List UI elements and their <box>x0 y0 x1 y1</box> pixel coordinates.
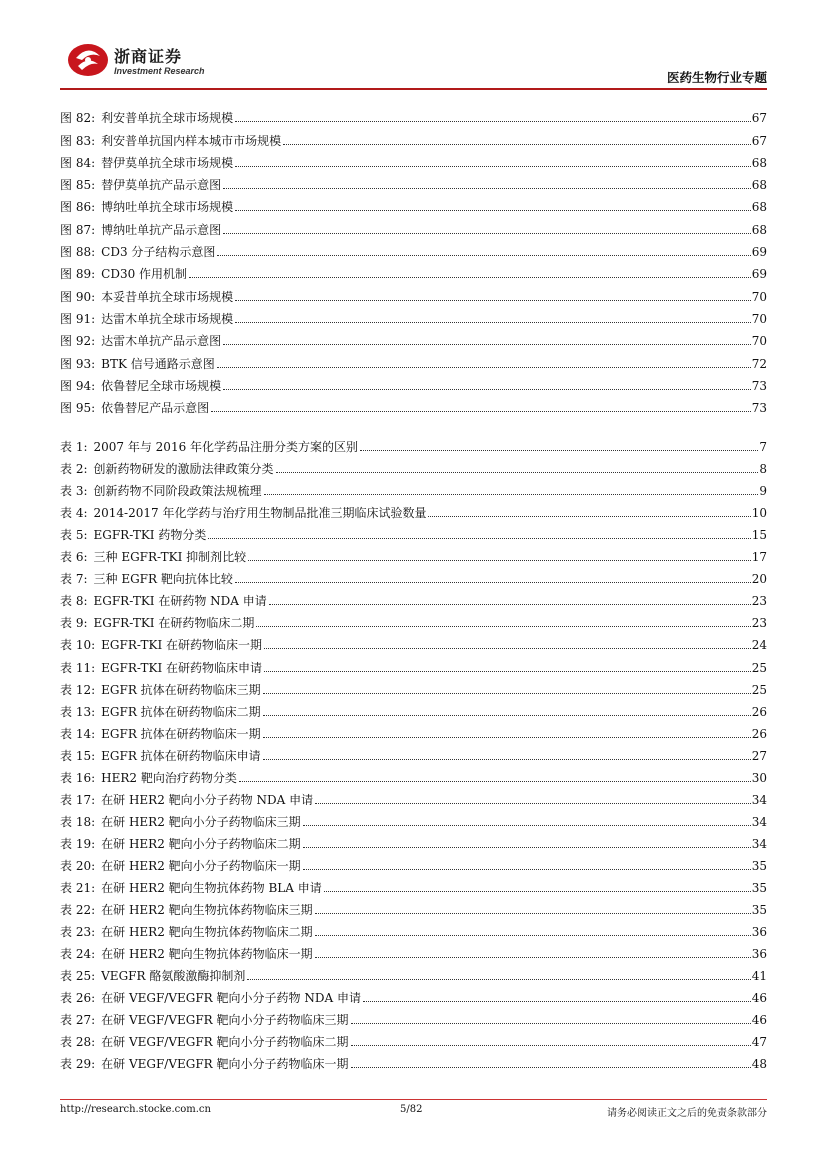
toc-entry-title: 达雷木单抗全球市场规模 <box>101 311 234 326</box>
toc-leader-dots <box>235 582 751 583</box>
figure-entry[interactable] <box>60 259 767 281</box>
table-entry[interactable] <box>60 807 767 829</box>
toc-leader-dots <box>239 781 751 782</box>
footer-url[interactable]: http://research.stocke.com.cn <box>60 1104 211 1115</box>
figure-entry[interactable] <box>60 348 767 370</box>
toc-entry-page: 26 <box>751 726 767 741</box>
toc-entry-page: 68 <box>751 155 767 170</box>
toc-leader-dots <box>235 210 751 211</box>
table-entry[interactable] <box>60 961 767 983</box>
table-entry[interactable] <box>60 630 767 652</box>
toc-entry-page: 8 <box>759 462 767 477</box>
toc-entry-label: 表 26: <box>60 991 96 1006</box>
toc-entry-label: 表 22: <box>60 903 96 918</box>
toc-entry-label: 表 1: <box>60 440 88 455</box>
toc-leader-dots <box>217 367 751 368</box>
toc-entry-label: 图 89: <box>60 267 96 282</box>
toc-entry-title: 博纳吐单抗全球市场规模 <box>101 200 234 215</box>
toc-leader-dots <box>351 1045 751 1046</box>
toc-leader-dots <box>263 693 751 694</box>
figure-entry[interactable] <box>60 281 767 303</box>
toc-leader-dots <box>351 1067 751 1068</box>
toc-entry-label: 表 25: <box>60 969 96 984</box>
toc-entry-title: EGFR-TKI 在研药物 NDA 申请 <box>93 594 267 609</box>
toc-leader-dots <box>247 979 750 980</box>
toc-entry-title: 在研 HER2 靶向生物抗体药物临床二期 <box>101 925 313 940</box>
toc-leader-dots <box>315 957 751 958</box>
table-entry[interactable] <box>60 498 767 520</box>
toc-entry-title: 在研 HER2 靶向小分子药物 NDA 申请 <box>101 792 314 807</box>
toc-leader-dots <box>235 166 751 167</box>
toc-leader-dots <box>263 715 751 716</box>
toc-entry-page: 35 <box>751 858 767 873</box>
toc-entry-label: 表 27: <box>60 1013 96 1028</box>
toc-entry-page: 69 <box>751 245 767 260</box>
toc-entry-page: 70 <box>751 334 767 349</box>
toc-entry-page: 46 <box>751 1013 767 1028</box>
table-entry[interactable] <box>60 697 767 719</box>
toc-entry-title: 在研 VEGF/VEGFR 靶向小分子药物 NDA 申请 <box>101 991 361 1006</box>
zheshang-logo-icon <box>66 38 110 78</box>
toc-leader-dots <box>211 411 751 412</box>
toc-leader-dots <box>208 538 750 539</box>
table-entry[interactable] <box>60 1049 767 1071</box>
toc-entry-label: 表 2: <box>60 462 88 477</box>
figure-entry[interactable] <box>60 125 767 147</box>
page-number: 5/82 <box>400 1104 423 1115</box>
toc-entry-label: 表 11: <box>60 660 96 675</box>
figure-entry[interactable] <box>60 170 767 192</box>
toc-leader-dots <box>324 891 751 892</box>
figure-entry[interactable] <box>60 214 767 236</box>
toc-leader-dots <box>235 121 751 122</box>
toc-entry-label: 图 90: <box>60 289 96 304</box>
toc-entry-page: 41 <box>751 969 767 984</box>
table-entry[interactable] <box>60 520 767 542</box>
figure-entry[interactable] <box>60 192 767 214</box>
toc-leader-dots <box>223 389 751 390</box>
toc-entry-page: 23 <box>751 616 767 631</box>
toc-entry-title: EGFR-TKI 在研药物临床一期 <box>101 638 262 653</box>
table-entry[interactable] <box>60 917 767 939</box>
figure-entry[interactable] <box>60 237 767 259</box>
toc-entry-title: EGFR 抗体在研药物临床二期 <box>101 704 261 719</box>
toc-entry-label: 表 12: <box>60 682 96 697</box>
toc-entry-page: 30 <box>751 770 767 785</box>
toc-leader-dots <box>189 277 751 278</box>
toc-entry-title: CD3 分子结构示意图 <box>101 245 216 260</box>
toc-leader-dots <box>269 604 751 605</box>
table-entry[interactable] <box>60 785 767 807</box>
toc-entry-title: EGFR 抗体在研药物临床三期 <box>101 682 261 697</box>
toc-entry-label: 表 24: <box>60 947 96 962</box>
toc-entry-label: 图 95: <box>60 401 96 416</box>
toc-entry-label: 表 10: <box>60 638 96 653</box>
toc-entry-title: 三种 EGFR 靶向抗体比较 <box>93 572 233 587</box>
toc-leader-dots <box>217 255 750 256</box>
table-entry[interactable] <box>60 829 767 851</box>
toc-entry-label: 表 5: <box>60 528 88 543</box>
toc-entry-page: 24 <box>751 638 767 653</box>
toc-entry-title: 达雷木单抗产品示意图 <box>101 334 222 349</box>
toc-entry-page: 70 <box>751 311 767 326</box>
toc-entry-page: 72 <box>751 356 767 371</box>
toc-entry-page: 36 <box>751 925 767 940</box>
toc-entry-page: 25 <box>751 660 767 675</box>
toc-leader-dots <box>223 344 751 345</box>
toc-leader-dots <box>303 869 751 870</box>
toc-leader-dots <box>303 847 751 848</box>
toc-entry-title: 三种 EGFR-TKI 抑制剂比较 <box>93 550 247 565</box>
toc-leader-dots <box>276 472 759 473</box>
toc-entry-page: 25 <box>751 682 767 697</box>
table-entry[interactable] <box>60 873 767 895</box>
table-entry[interactable] <box>60 1027 767 1049</box>
toc-entry-label: 表 14: <box>60 726 96 741</box>
toc-entry-label: 表 20: <box>60 858 96 873</box>
toc-entry-page: 36 <box>751 947 767 962</box>
table-entry[interactable] <box>60 652 767 674</box>
figure-entry[interactable] <box>60 148 767 170</box>
toc-entry-label: 表 17: <box>60 792 96 807</box>
figure-entry[interactable] <box>60 393 767 415</box>
toc-entry-title: 替伊莫单抗全球市场规模 <box>101 155 234 170</box>
toc-entry-page: 73 <box>751 401 767 416</box>
table-entry[interactable] <box>60 675 767 697</box>
toc-entry-label: 表 7: <box>60 572 88 587</box>
toc-entry-page: 9 <box>759 484 767 499</box>
toc-entry-label: 表 23: <box>60 925 96 940</box>
toc-entry-label: 图 84: <box>60 155 96 170</box>
table-entry[interactable] <box>60 741 767 763</box>
toc-entry-label: 图 83: <box>60 133 96 148</box>
toc-leader-dots <box>223 188 751 189</box>
toc-entry-page: 68 <box>751 200 767 215</box>
table-entry[interactable] <box>60 763 767 785</box>
toc-entry-title: 在研 VEGF/VEGFR 靶向小分子药物临床二期 <box>101 1035 349 1050</box>
table-entry[interactable] <box>60 1005 767 1027</box>
toc-leader-dots <box>351 1023 751 1024</box>
toc-entry-title: 2014-2017 年化学药与治疗用生物制品批准三期临床试验数量 <box>93 506 427 521</box>
toc-entry-title: 利安普单抗全球市场规模 <box>101 111 234 126</box>
toc-entry-page: 15 <box>751 528 767 543</box>
toc-entry-page: 48 <box>751 1057 767 1072</box>
toc-entry-label: 表 13: <box>60 704 96 719</box>
toc-leader-dots <box>360 450 758 451</box>
toc-entry-label: 表 29: <box>60 1057 96 1072</box>
page-header <box>0 0 827 92</box>
toc-entry-page: 34 <box>751 792 767 807</box>
toc-leader-dots <box>256 626 750 627</box>
toc-leader-dots <box>428 516 750 517</box>
toc-entry-label: 图 94: <box>60 378 96 393</box>
toc-entry-title: BTK 信号通路示意图 <box>101 356 215 371</box>
toc-entry-page: 26 <box>751 704 767 719</box>
figure-list <box>60 103 767 415</box>
toc-entry-page: 68 <box>751 222 767 237</box>
toc-entry-title: 利安普单抗国内样本城市市场规模 <box>101 133 282 148</box>
toc-entry-title: 在研 VEGF/VEGFR 靶向小分子药物临床三期 <box>101 1013 349 1028</box>
toc-entry-page: 73 <box>751 378 767 393</box>
toc-entry-title: 创新药物研发的激励法律政策分类 <box>93 462 274 477</box>
toc-leader-dots <box>283 144 751 145</box>
toc-entry-page: 46 <box>751 991 767 1006</box>
toc-entry-page: 67 <box>751 133 767 148</box>
toc-entry-label: 图 85: <box>60 178 96 193</box>
report-type: 医药生物行业专题 <box>666 70 767 85</box>
table-entry[interactable] <box>60 939 767 961</box>
toc-entry-label: 表 8: <box>60 594 88 609</box>
toc-entry-title: 在研 VEGF/VEGFR 靶向小分子药物临床一期 <box>101 1057 349 1072</box>
table-entry[interactable] <box>60 608 767 630</box>
toc-entry-title: EGFR-TKI 在研药物临床二期 <box>93 616 255 631</box>
figure-entry[interactable] <box>60 326 767 348</box>
toc-entry-title: 2007 年与 2016 年化学药品注册分类方案的区别 <box>93 440 359 455</box>
toc-entry-page: 17 <box>751 550 767 565</box>
toc-entry-title: 本妥昔单抗全球市场规模 <box>101 289 234 304</box>
toc-entry-label: 表 3: <box>60 484 88 499</box>
toc-entry-title: 替伊莫单抗产品示意图 <box>101 178 222 193</box>
toc-entry-title: 在研 HER2 靶向生物抗体药物临床一期 <box>101 947 313 962</box>
toc-entry-label: 表 18: <box>60 814 96 829</box>
table-entry[interactable] <box>60 542 767 564</box>
toc-entry-page: 68 <box>751 178 767 193</box>
toc-entry-title: HER2 靶向治疗药物分类 <box>101 770 237 785</box>
toc-leader-dots <box>223 233 751 234</box>
toc-entry-title: EGFR 抗体在研药物临床申请 <box>101 748 261 763</box>
toc-leader-dots <box>235 300 751 301</box>
toc-entry-title: EGFR 抗体在研药物临床一期 <box>101 726 261 741</box>
toc-leader-dots <box>315 935 751 936</box>
table-entry[interactable] <box>60 432 767 454</box>
toc-entry-title: 在研 HER2 靶向生物抗体药物 BLA 申请 <box>101 880 322 895</box>
toc-entry-label: 表 28: <box>60 1035 96 1050</box>
table-list <box>60 432 767 1071</box>
toc-entry-title: 在研 HER2 靶向生物抗体药物临床三期 <box>101 903 313 918</box>
toc-entry-page: 7 <box>759 440 767 455</box>
toc-entry-page: 69 <box>751 267 767 282</box>
toc-entry-page: 20 <box>751 572 767 587</box>
table-entry[interactable] <box>60 476 767 498</box>
toc-entry-page: 10 <box>751 506 767 521</box>
toc-entry-page: 35 <box>751 903 767 918</box>
toc-entry-title: VEGFR 酪氨酸激酶抑制剂 <box>101 969 246 984</box>
toc-leader-dots <box>248 560 751 561</box>
toc-entry-label: 表 6: <box>60 550 88 565</box>
toc-entry-title: CD30 作用机制 <box>101 267 188 282</box>
toc-entry-title: 创新药物不同阶段政策法规梳理 <box>93 484 262 499</box>
table-entry[interactable] <box>60 586 767 608</box>
toc-entry-title: EGFR-TKI 在研药物临床申请 <box>101 660 262 675</box>
toc-entry-label: 图 88: <box>60 245 96 260</box>
table-entry[interactable] <box>60 895 767 917</box>
toc-entry-page: 70 <box>751 289 767 304</box>
toc-entry-title: 博纳吐单抗产品示意图 <box>101 222 222 237</box>
toc-entry-label: 图 87: <box>60 222 96 237</box>
toc-entry-label: 表 15: <box>60 748 96 763</box>
toc-entry-title: 在研 HER2 靶向小分子药物临床二期 <box>101 836 301 851</box>
figure-entry[interactable] <box>60 103 767 125</box>
toc-entry-page: 23 <box>751 594 767 609</box>
table-entry[interactable] <box>60 454 767 476</box>
footer-disclaimer: 请务必阅读正文之后的免责条款部分 <box>607 1108 767 1119</box>
header-divider <box>60 88 767 90</box>
toc-entry-label: 图 93: <box>60 356 96 371</box>
figure-entry[interactable] <box>60 371 767 393</box>
toc-entry-label: 表 19: <box>60 836 96 851</box>
toc-entry-label: 图 91: <box>60 311 96 326</box>
toc-leader-dots <box>263 759 751 760</box>
table-entry[interactable] <box>60 719 767 741</box>
toc-leader-dots <box>363 1001 751 1002</box>
toc-entry-title: EGFR-TKI 药物分类 <box>93 528 207 543</box>
toc-entry-title: 在研 HER2 靶向小分子药物临床三期 <box>101 814 301 829</box>
table-entry[interactable] <box>60 564 767 586</box>
table-entry[interactable] <box>60 851 767 873</box>
toc-entry-page: 35 <box>751 880 767 895</box>
toc-entry-title: 依鲁替尼产品示意图 <box>101 401 210 416</box>
toc-entry-label: 表 16: <box>60 770 96 785</box>
toc-entry-label: 图 82: <box>60 111 96 126</box>
brand-name-cn: 浙商证券 <box>114 47 183 66</box>
toc-leader-dots <box>264 494 759 495</box>
toc-leader-dots <box>264 671 751 672</box>
toc-leader-dots <box>235 322 751 323</box>
toc-leader-dots <box>263 737 751 738</box>
table-entry[interactable] <box>60 983 767 1005</box>
toc-entry-page: 34 <box>751 836 767 851</box>
toc-entry-page: 47 <box>751 1035 767 1050</box>
figure-entry[interactable] <box>60 304 767 326</box>
toc-entry-label: 图 86: <box>60 200 96 215</box>
toc-entry-page: 67 <box>751 111 767 126</box>
toc-leader-dots <box>315 803 751 804</box>
toc-entry-title: 在研 HER2 靶向小分子药物临床一期 <box>101 858 301 873</box>
toc-leader-dots <box>303 825 751 826</box>
toc-entry-label: 表 21: <box>60 880 96 895</box>
toc-entry-title: 依鲁替尼全球市场规模 <box>101 378 222 393</box>
toc-leader-dots <box>264 648 751 649</box>
toc-entry-label: 表 9: <box>60 616 88 631</box>
footer-divider <box>60 1099 767 1100</box>
toc-leader-dots <box>315 913 751 914</box>
toc-entry-page: 27 <box>751 748 767 763</box>
toc-entry-page: 34 <box>751 814 767 829</box>
brand-name-en: Investment Research <box>114 66 205 76</box>
toc-entry-label: 表 4: <box>60 506 88 521</box>
toc-entry-label: 图 92: <box>60 334 96 349</box>
